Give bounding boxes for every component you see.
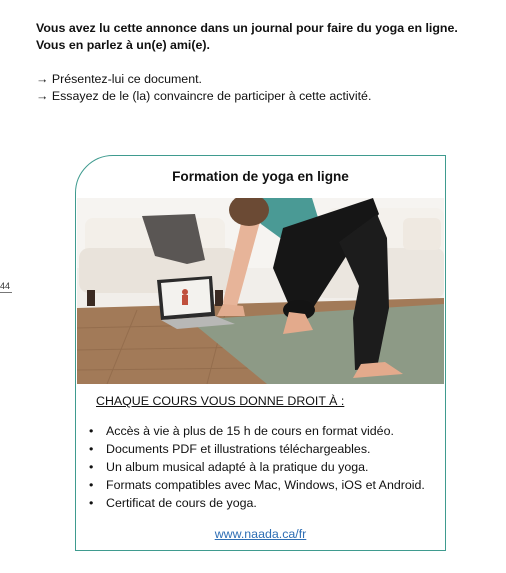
bullet-icon: • [89, 496, 94, 510]
list-item [89, 458, 425, 476]
bullet-icon: • [89, 424, 94, 438]
margin-page-number: 44 [0, 281, 11, 291]
instructions [36, 20, 476, 105]
feature-text: Documents PDF et illustrations téléchargeables. [106, 442, 371, 456]
instruction-context: Vous avez lu cette annonce dans un journal pour faire du yoga en ligne. [36, 21, 458, 35]
rights-heading: CHAQUE COURS VOUS DONNE DROIT À : [96, 394, 345, 408]
card-title: Formation de yoga en ligne [172, 169, 349, 184]
feature-list [89, 422, 425, 512]
feature-text: Accès à vie à plus de 15 h de cours en format vidéo. [106, 424, 394, 438]
list-item [89, 440, 425, 458]
feature-text: Certificat de cours de yoga. [106, 496, 257, 510]
feature-text: Formats compatibles avec Mac, Windows, iOS et Android. [106, 478, 425, 492]
task-present: → Présentez-lui ce document. [36, 72, 202, 86]
yoga-photo [77, 198, 444, 384]
list-item [89, 476, 425, 494]
task-convince: → Essayez de le (la) convaincre de participer à cette activité. [36, 89, 372, 103]
instruction-context-2: Vous en parlez à un(e) ami(e). [36, 38, 210, 52]
bullet-icon: • [89, 460, 94, 474]
list-item [89, 494, 425, 512]
advert-card [75, 155, 446, 551]
yoga-photo-illustration [77, 198, 444, 384]
bullet-icon: • [89, 478, 94, 492]
website-link[interactable]: www.naada.ca/fr [214, 527, 307, 541]
bullet-icon: • [89, 442, 94, 456]
list-item [89, 422, 425, 440]
feature-text: Un album musical adapté à la pratique du yoga. [106, 460, 369, 474]
